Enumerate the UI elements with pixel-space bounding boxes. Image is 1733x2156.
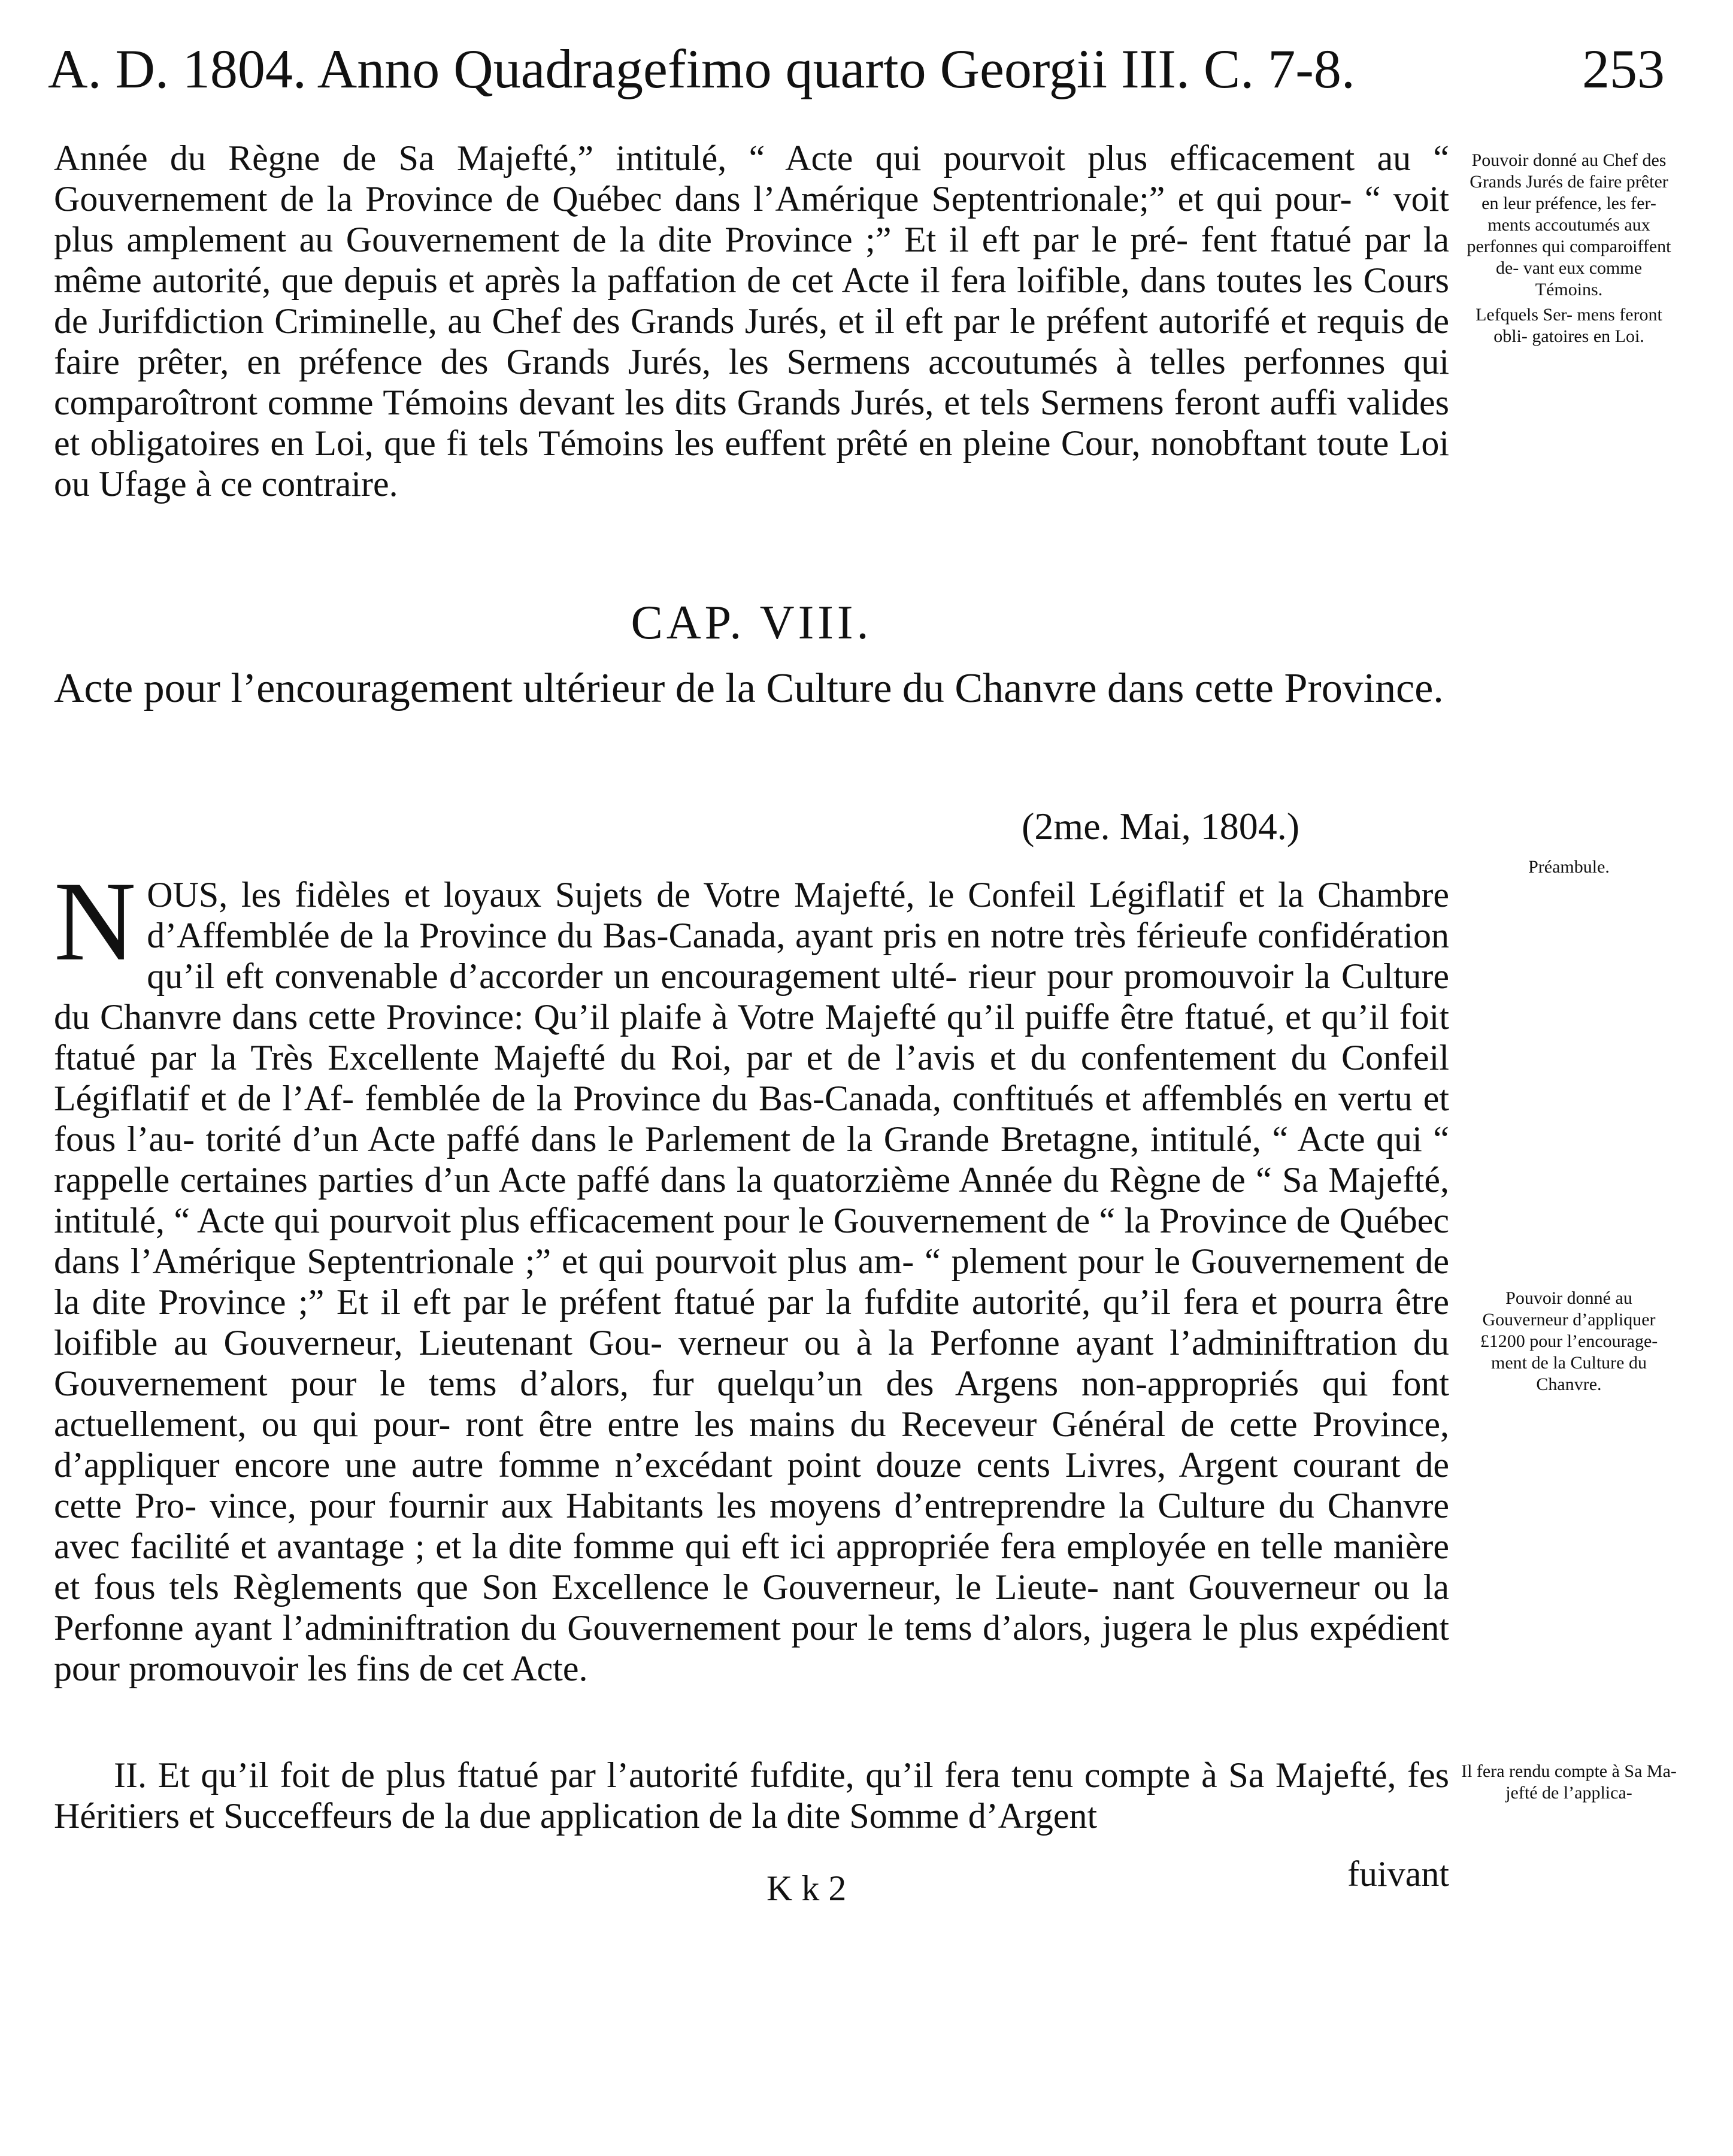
marginal-note-governor: Pouvoir donné au Gouverneur d’appliquer £1200 pour l’encourage- ment de la Culture du Chanvre.: [1480, 1288, 1658, 1394]
page-header: [48, 24, 1665, 114]
marginal-note-account: Il fera rendu compte à Sa Ma- jefté de l’applica-: [1461, 1761, 1677, 1803]
preamble-text: OUS, les fidèles et loyaux Sujets de Votre Majefté, le Confeil Légiflatif et la Chambre d’Affemblée de la Province du Bas-Canada, ayant pris en notre très férieufe confidération qu’il eft convenable d’accorder un encouragement ulté- rieur pour promouvoir la Culture du Chanvre dans cette Province: Qu’il plaife à Votre Majefté qu’il puiffe être ftatué, et qu’il foit ftatué par la Très Excellente Majefté du Roi, par et de l’avis et du confentement du Confeil Légiflatif et de l’Af- femblée de la Province du Bas-Canada, conftitués et affemblés en vertu et fous l’au- torité d’un Acte paffé dans le Parlement de la Grande Bretagne, intitulé, “ Acte qui “ rappelle certaines parties d’un Acte paffé dans la quatorzième Année du Règne de “ Sa Majefté, intitulé, “ Acte qui pourvoit plus efficacement pour le Gouvernement de “ la Province de Québec dans l’Amérique Septentrionale ;” et qui pourvoit plus am- “ plement pour le Gouvernement de la dite Province ;” Et il eft par le préfent ftatué par la fufdite autorité, qu’il fera et pourra être loifible au Gouverneur, Lieutenant Gou- verneur ou à la Perfonne ayant l’adminiftration du Gouvernement pour le tems d’alors, fur quelqu’un des Argens non-appropriés qui font actuellement, ou qui pour- ront être entre les mains du Receveur Général de cette Province, d’appliquer encore une autre fomme n’excédant point douze cents Livres, Argent courant de cette Pro- vince, pour fournir aux Habitants les moyens d’entreprendre la Culture du Chanvre avec facilité et avantage ; et la dite fomme qui eft ici appropriée fera employée en telle manière et fous tels Règlements que Son Excellence le Gouverneur, le Lieute- nant Gouverneur ou la Perfonne ayant l’adminiftration du Gouvernement pour le tems d’alors, jugera le plus expédient pour promouvoir les fins de cet Acte.: [54, 875, 1449, 1688]
marginal-note-preamble: Préambule.: [1528, 857, 1610, 877]
signature-mark: K k 2: [766, 1869, 847, 1908]
preamble-paragraph: [54, 859, 1449, 1689]
section-2-paragraph: II. Et qu’il foit de plus ftatué par l’autorité fufdite, qu’il fera tenu compte à Sa Majefté, fes Héritiers et Succeffeurs de la due application de la dite Somme d’Argent: [54, 1755, 1449, 1836]
act-title: [54, 665, 1449, 713]
marginal-note-grand-jury: [1461, 150, 1677, 347]
marginal-note-text: Lefquels Ser- mens feront obli- gatoires en Loi.: [1476, 305, 1662, 346]
catchword: fuivant: [1347, 1854, 1449, 1894]
act-date: (2me. Mai, 1804.): [1022, 805, 1299, 847]
page-number: 253: [1582, 38, 1665, 99]
act-title-text: Acte pour l’encouragement ultérieur de la Culture du Chanvre dans cette Province.: [54, 665, 1444, 711]
running-head: A. D. 1804. Anno Quadragefimo quarto Georgii III. C. 7-8.: [48, 38, 1355, 99]
continuation-paragraph: Année du Règne de Sa Majefté,” intitulé, “ Acte qui pourvoit plus efficacement au “ Gouvernement de la Province de Québec dans l’Amérique Septentrionale;” et qui pour- “ voit plus amplement au Gouvernement de la dite Province ;” Et il eft par le pré- fent ftatué par la même autorité, que depuis et après la paffation de cet Acte il fera loifible, dans toutes les Cours de Jurifdiction Criminelle, au Chef des Grands Jurés, et il eft par le préfent autorifé et requis de faire prêter, en préfence des Grands Jurés, les Sermens accoutumés à telles perfonnes qui comparoîtront comme Témoins devant les dits Grands Jurés, et tels Sermens feront auffi valides et obligatoires en Loi, que fi tels Témoins les euffent prêté en pleine Cour, nonobftant toute Loi ou Ufage à ce contraire.: [54, 138, 1449, 504]
marginal-note-text: Pouvoir donné au Chef des Grands Jurés de faire prêter en leur préfence, les fer- ments accoutumés aux perfonnes qui comparoiffent de- vant eux comme Témoins.: [1467, 150, 1671, 299]
drop-cap: N: [54, 859, 137, 985]
chapter-heading: CAP. VIII.: [631, 596, 872, 649]
